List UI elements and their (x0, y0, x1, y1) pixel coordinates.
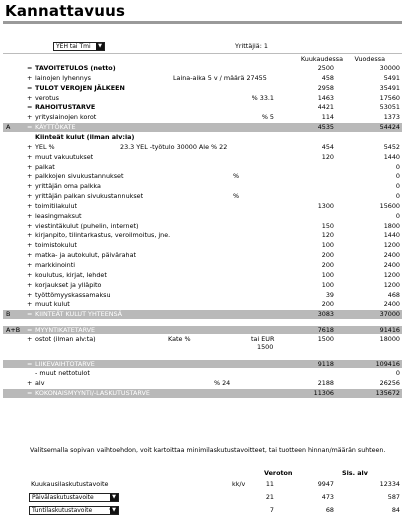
billing-sis-alv: 84 (391, 506, 400, 514)
value-month[interactable]: 150 (321, 221, 334, 230)
table-row (3, 335, 402, 352)
row-operator: = (27, 359, 33, 368)
row-marker: B (6, 310, 11, 319)
value-year: 30000 (379, 64, 400, 72)
row-operator: + (27, 251, 33, 260)
value-year: 2400 (383, 251, 400, 260)
row-operator: = (27, 389, 33, 398)
row-operator: + (27, 93, 33, 102)
row-operator: + (27, 113, 33, 122)
billing-sis-alv: 12334 (379, 480, 400, 488)
table-row (3, 271, 402, 280)
value-year: 0 (395, 172, 400, 181)
row-label: koulutus, kirjat, lehdet (35, 270, 107, 279)
value-month: 2958 (317, 83, 334, 92)
row-operator: + (27, 182, 33, 191)
row-label: YEL % (35, 142, 55, 151)
row-operator: = (27, 64, 33, 72)
table-row (3, 74, 402, 83)
row-label: lainojen lyhennys (35, 73, 91, 82)
row-label: viestintäkulut (puhelin, internet) (35, 221, 139, 230)
row-parameter[interactable]: % 24 (214, 379, 231, 388)
row-label: työttömyyskassamaksu (35, 290, 111, 299)
row-operator: = (27, 310, 33, 319)
table-row (3, 163, 402, 172)
row-parameter[interactable]: % (233, 172, 240, 181)
value-month: 3083 (317, 310, 334, 319)
chevron-down-icon: ▼ (96, 43, 104, 50)
billing-row (3, 506, 402, 515)
page-title: Kannattavuus (5, 2, 126, 20)
row-label: korjaukset ja ylläpito (35, 280, 102, 289)
row-label: - muut nettotulot (35, 369, 90, 378)
row-label: leasingmaksut (35, 211, 82, 220)
row-operator: + (27, 211, 33, 220)
value-year: 135672 (375, 389, 400, 398)
row-operator: + (27, 270, 33, 279)
table-row (3, 389, 402, 398)
value-month[interactable]: 1463 (317, 93, 334, 102)
value-year: 1373 (383, 113, 400, 122)
value-month[interactable]: 100 (321, 241, 334, 250)
table-row (3, 251, 402, 260)
row-operator: + (27, 142, 33, 151)
row-operator: + (27, 162, 33, 171)
title-divider (3, 21, 402, 24)
row-operator: + (27, 280, 33, 289)
value-year: 54424 (379, 123, 400, 132)
eur-label: tai EUR (251, 335, 275, 344)
table-row (3, 222, 402, 231)
value-year: 5452 (383, 142, 400, 151)
value-year: 26256 (379, 379, 400, 388)
value-year: 1800 (383, 221, 400, 230)
billing-sis-alv: 587 (387, 493, 400, 501)
col-header-veroton: Veroton (264, 469, 293, 477)
row-operator: + (27, 241, 33, 250)
table-row (3, 172, 402, 181)
value-year: 35491 (379, 83, 400, 92)
row-operator: + (27, 290, 33, 299)
value-month[interactable]: 120 (321, 231, 334, 240)
billing-label: Kuukausilaskutustavoite (31, 480, 109, 488)
value-year: 1200 (383, 270, 400, 279)
value-year: 37000 (379, 310, 400, 319)
col-header-month: Kuukaudessa (300, 55, 343, 63)
table-row (3, 84, 402, 93)
value-year: 468 (387, 290, 400, 299)
table-row (3, 103, 402, 112)
value-year: 1200 (383, 241, 400, 250)
value-year: 0 (395, 192, 400, 201)
row-operator: = (27, 325, 33, 334)
row-label: verotus (35, 93, 59, 102)
table-row (3, 143, 402, 152)
row-parameter[interactable]: 23.3 YEL -työtulo 30000 Ale % 22 (120, 142, 228, 151)
row-label: matka- ja autokulut, päivärahat (35, 251, 137, 260)
billing-unit: kk/v (232, 480, 246, 488)
billing-period-value: Päivälaskutustavoite (32, 494, 94, 501)
billing-veroton: 9947 (317, 480, 334, 488)
row-operator: + (27, 300, 33, 309)
row-parameter[interactable]: % 33.1 (251, 93, 274, 102)
value-month: 4535 (317, 123, 334, 132)
row-operator: + (27, 73, 33, 82)
row-label: Kiinteät kulut (ilman alv:ia) (35, 132, 135, 141)
value-year: 2400 (383, 261, 400, 269)
row-label: TAVOITETULOS (netto) (35, 64, 116, 72)
table-row (3, 133, 402, 142)
table-row (3, 379, 402, 388)
row-operator: = (27, 83, 33, 92)
row-label: KÄYTTÖKATE (35, 123, 76, 132)
row-parameter[interactable]: % (233, 192, 240, 201)
table-row (3, 64, 402, 73)
table-row (3, 369, 402, 378)
value-month: 4421 (317, 103, 334, 112)
value-year: 5491 (383, 73, 400, 82)
value-month: 7618 (317, 325, 334, 334)
row-label: yrityslainojen korot (35, 113, 97, 122)
billing-row (3, 493, 402, 502)
row-operator: + (27, 221, 33, 230)
row-label: MYYNTIKATETARVE (35, 325, 96, 334)
row-label: ostot (ilman alv:ta) (35, 335, 96, 344)
billing-veroton: 68 (325, 506, 334, 514)
row-operator: + (27, 192, 33, 201)
table-row (3, 300, 402, 309)
chevron-down-icon: ▼ (110, 507, 118, 514)
value-month[interactable]: 1300 (317, 201, 334, 210)
table-row (3, 360, 402, 369)
value-month[interactable]: 100 (321, 280, 334, 289)
row-operator: + (27, 379, 33, 388)
value-year: 91416 (379, 325, 400, 334)
table-row (3, 261, 402, 270)
value-month[interactable]: 120 (321, 152, 334, 161)
value-month[interactable]: 100 (321, 270, 334, 279)
billing-period-select[interactable] (29, 493, 119, 502)
row-label: markkinointi (35, 261, 76, 269)
value-year: 0 (395, 182, 400, 191)
billing-count[interactable]: 11 (265, 480, 274, 488)
row-operator: + (27, 172, 33, 181)
value-month[interactable]: 200 (321, 300, 334, 309)
table-row (3, 202, 402, 211)
row-parameter[interactable]: Laina-aika 5 v / määrä 27455 (173, 73, 267, 82)
billing-count[interactable]: 21 (265, 493, 274, 501)
row-operator: + (27, 201, 33, 210)
chevron-down-icon: ▼ (110, 494, 118, 501)
value-month[interactable]: 114 (321, 113, 334, 122)
billing-row (3, 480, 402, 489)
value-month: 11306 (313, 389, 334, 398)
value-year: 1200 (383, 280, 400, 289)
table-row (3, 153, 402, 162)
row-operator: = (27, 123, 33, 132)
row-label: toimistokulut (35, 241, 77, 250)
billing-period-select[interactable] (29, 506, 119, 515)
value-year: 1440 (383, 231, 400, 240)
row-operator: + (27, 335, 33, 344)
row-operator: = (27, 103, 33, 112)
table-row (3, 281, 402, 290)
table-row (3, 192, 402, 201)
row-label: yrittäjän palkan sivukustannukset (35, 192, 144, 201)
yrittajia-label: Yrittäjiä: 1 (235, 42, 268, 50)
billing-note: * (109, 506, 113, 514)
table-row (3, 291, 402, 300)
value-year: 18000 (379, 335, 400, 344)
table-row (3, 182, 402, 191)
value-year: 0 (395, 162, 400, 171)
row-operator: + (27, 261, 33, 269)
billing-count[interactable]: 7 (269, 506, 274, 514)
row-label: kirjanpito, tilintarkastus, veroilmoitus, jne. (35, 231, 171, 240)
row-marker: A (6, 123, 11, 132)
value-month: 2500 (317, 64, 334, 72)
value-month[interactable]: 1500 (317, 335, 334, 344)
value-month: 9118 (317, 359, 334, 368)
row-label: palkat (35, 162, 55, 171)
row-parameter[interactable]: Kate % (168, 335, 191, 344)
row-label: muut kulut (35, 300, 70, 309)
eur-value[interactable]: 1500 (257, 343, 274, 352)
value-month[interactable]: 458 (321, 73, 334, 82)
value-year: 0 (395, 369, 400, 378)
table-row (3, 241, 402, 250)
table-row (3, 113, 402, 122)
value-year: 17560 (379, 93, 400, 102)
row-operator: + (27, 152, 33, 161)
col-header-year: Vuodessa (354, 55, 385, 63)
row-label: toimitilakulut (35, 201, 78, 210)
value-month[interactable]: 200 (321, 251, 334, 260)
row-marker: A+B (6, 325, 21, 334)
row-label: KOKONAISMYYNTI/-LASKUTUSTARVE (35, 389, 150, 398)
row-label: palkkojen sivukustannukset (35, 172, 124, 181)
row-label: yrittäjän oma palkka (35, 182, 101, 191)
company-type-value: YEH tai Tmi (56, 43, 91, 50)
billing-period-value: Tuntilaskutustavoite (32, 507, 93, 514)
table-row (3, 231, 402, 240)
table-row (3, 310, 402, 319)
value-year: 1440 (383, 152, 400, 161)
value-month[interactable]: 2188 (317, 379, 334, 388)
value-month[interactable]: 454 (321, 142, 334, 151)
table-row (3, 326, 402, 335)
table-row (3, 123, 402, 132)
header-divider (3, 53, 402, 54)
row-operator: + (27, 231, 33, 240)
billing-veroton: 473 (321, 493, 334, 501)
col-header-sisalv: Sis. alv (342, 469, 368, 477)
row-label: muut vakuutukset (35, 152, 94, 161)
company-type-select[interactable] (53, 42, 105, 51)
row-label: LIIKEVAIHTOTARVE (35, 359, 95, 368)
table-row (3, 94, 402, 103)
row-label: alv (35, 379, 45, 388)
row-parameter[interactable]: % 5 (261, 113, 274, 122)
row-label: TULOT VEROJEN JÄLKEEN (35, 83, 125, 92)
value-month[interactable]: 200 (321, 261, 334, 269)
row-label: RAHOITUSTARVE (35, 103, 96, 112)
row-label: KIINTEÄT KULUT YHTEENSÄ (35, 310, 123, 319)
value-year: 0 (395, 211, 400, 220)
table-row (3, 212, 402, 221)
value-month[interactable]: 39 (325, 290, 334, 299)
value-year: 2400 (383, 300, 400, 309)
value-year: 109416 (375, 359, 400, 368)
value-year: 15600 (379, 201, 400, 210)
intro-text: Valitsemalla sopivan vaihtoehdon, voit kartoittaa minimilaskutustavoitteet, tai tuotteen hinnan/määrän suhteen. (30, 447, 386, 454)
value-year: 53051 (379, 103, 400, 112)
